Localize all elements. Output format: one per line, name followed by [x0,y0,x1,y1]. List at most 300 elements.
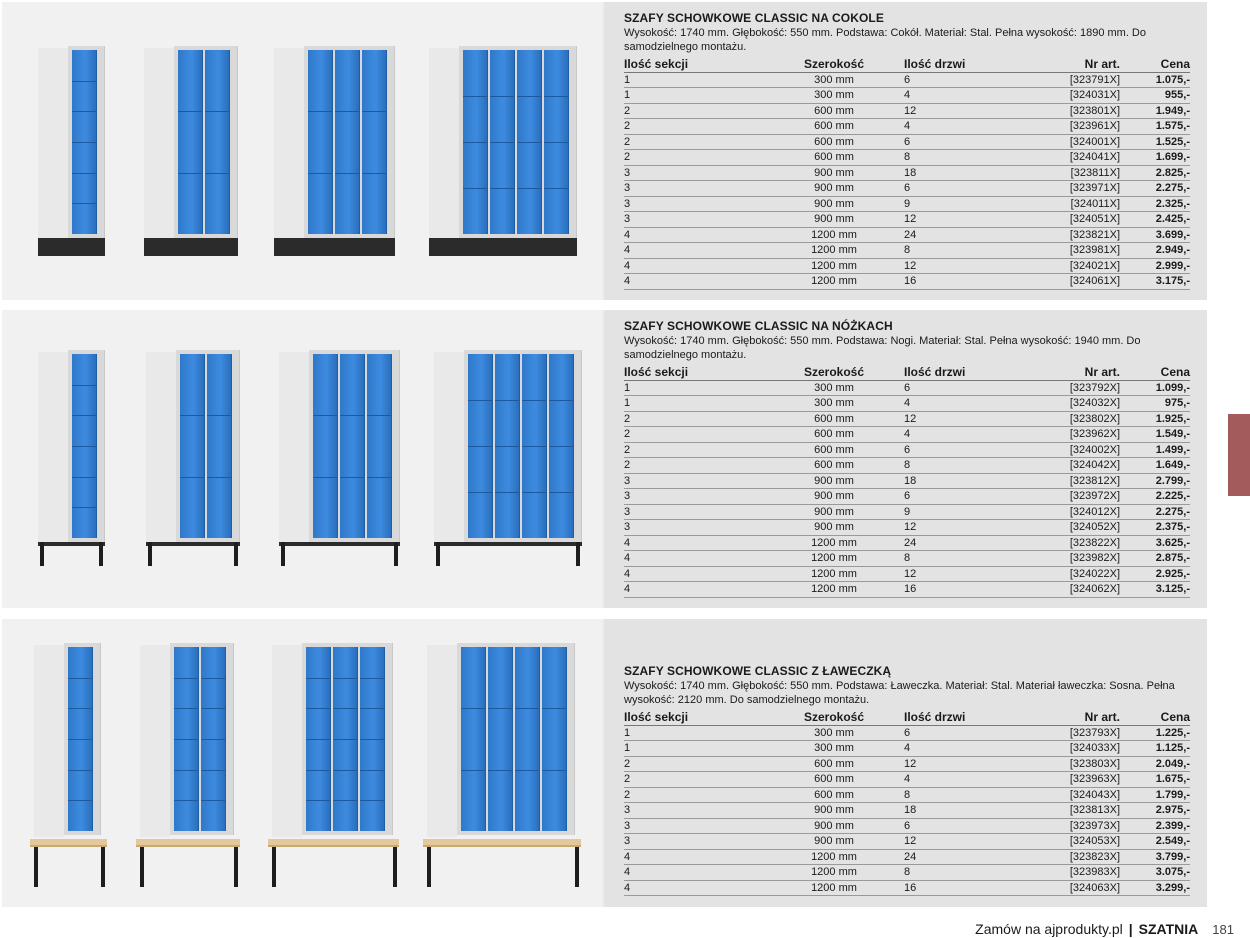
col-doors-cell: 16 [904,274,1034,290]
col-article-no-cell: [323822X] [1034,535,1120,551]
locker-bench-leg [575,847,579,887]
table-header-row [624,710,1190,725]
col-article-no-cell: [324051X] [1034,212,1120,228]
col-price-cell: 2.925,- [1120,566,1190,582]
locker-bench-leg [101,847,105,887]
locker-plinth [144,238,238,256]
col-article-no-header: Nr art. [1034,57,1120,72]
col-doors-cell: 8 [904,865,1034,881]
col-price-cell: 2.999,- [1120,258,1190,274]
table-row [624,489,1190,505]
col-price-cell: 2.275,- [1120,504,1190,520]
table-row [624,150,1190,166]
col-price-cell: 2.549,- [1120,834,1190,850]
locker-leg [576,542,580,566]
col-article-no-cell: [323983X] [1034,865,1120,881]
col-doors-cell: 6 [904,725,1034,741]
col-doors-header: Ilość drzwi [904,365,1034,380]
col-doors-cell: 8 [904,243,1034,259]
locker-leg [148,542,152,566]
order-link[interactable]: Zamów na ajprodukty.pl [975,921,1123,937]
col-sections-cell: 4 [624,535,764,551]
locker-door-column [360,647,385,831]
col-sections-cell: 1 [624,396,764,412]
table-row [624,865,1190,881]
col-price-header: Cena [1120,57,1190,72]
col-price-cell: 1.649,- [1120,458,1190,474]
locker-door-divider [313,415,337,416]
col-price-cell: 1.675,- [1120,772,1190,788]
locker-bench-leg [140,847,144,887]
table-row [624,243,1190,259]
locker-side-panel [427,645,457,837]
product-section-plinth [2,2,1207,300]
table-row [624,134,1190,150]
table-row [624,725,1190,741]
locker-door-column [461,647,486,831]
col-sections-cell: 2 [624,119,764,135]
locker-door-divider [201,770,225,771]
locker-side-panel [34,645,64,837]
col-price-cell: 1.125,- [1120,741,1190,757]
locker-door-divider [72,142,96,143]
locker-door-column [522,354,547,538]
col-width-cell: 600 mm [764,150,904,166]
locker-door-divider [201,739,225,740]
col-article-no-cell: [324032X] [1034,396,1120,412]
col-width-header: Szerokość [764,710,904,725]
locker-door-divider [72,446,96,447]
col-article-no-cell: [323971X] [1034,181,1120,197]
page-footer [975,921,1234,937]
col-article-no-header: Nr art. [1034,365,1120,380]
col-width-cell: 1200 mm [764,243,904,259]
section-description: Wysokość: 1740 mm. Głębokość: 550 mm. Podstawa: Cokół. Materiał: Stal. Pełna wysokość: 1890 mm. Do samodzielnego montażu. [624,27,1146,53]
locker-door-divider [340,477,364,478]
product-info-plinth [604,2,1207,300]
col-sections-cell: 3 [624,803,764,819]
locker-unit [427,643,575,905]
table-row [624,411,1190,427]
locker-door-divider [360,739,384,740]
col-width-cell: 600 mm [764,134,904,150]
locker-unit [38,46,105,308]
col-sections-cell: 2 [624,458,764,474]
locker-door-divider [360,770,384,771]
col-article-no-cell: [323803X] [1034,756,1120,772]
col-width-cell: 900 mm [764,473,904,489]
table-row [624,458,1190,474]
col-article-no-cell: [324041X] [1034,150,1120,166]
locker-unit [274,46,395,308]
table-row [624,849,1190,865]
col-sections-cell: 4 [624,865,764,881]
col-width-cell: 900 mm [764,834,904,850]
locker-unit [434,350,582,612]
locker-door-divider [201,800,225,801]
col-price-header: Cena [1120,365,1190,380]
col-price-cell: 2.225,- [1120,489,1190,505]
locker-leg [281,542,285,566]
col-article-no-cell: [324052X] [1034,520,1120,536]
locker-leg [234,542,238,566]
product-image-bench [2,619,602,907]
locker-unit [279,350,400,612]
col-doors-cell: 4 [904,119,1034,135]
locker-door-column [488,647,513,831]
locker-door-divider [362,173,386,174]
locker-door-divider [522,400,546,401]
locker-door-divider [205,173,229,174]
table-row [624,535,1190,551]
col-width-cell: 900 mm [764,504,904,520]
table-row [624,520,1190,536]
locker-door-divider [335,173,359,174]
table-row [624,834,1190,850]
table-row [624,396,1190,412]
locker-door-divider [542,708,566,709]
col-sections-cell: 1 [624,72,764,88]
col-price-cell: 2.799,- [1120,473,1190,489]
col-article-no-cell: [323982X] [1034,551,1120,567]
locker-door-divider [313,477,337,478]
col-article-no-cell: [323972X] [1034,489,1120,505]
locker-door-column [362,50,387,234]
locker-door-divider [180,415,204,416]
col-sections-header: Ilość sekcji [624,365,764,380]
locker-unit [429,46,577,308]
col-sections-cell: 2 [624,756,764,772]
col-doors-cell: 18 [904,803,1034,819]
locker-door-divider [174,708,198,709]
locker-door-divider [495,400,519,401]
col-doors-cell: 12 [904,258,1034,274]
locker-door-divider [549,446,573,447]
col-doors-cell: 12 [904,411,1034,427]
col-sections-cell: 3 [624,212,764,228]
product-image-legs [2,310,602,608]
locker-bench-leg [34,847,38,887]
locker-door-column [468,354,493,538]
col-article-no-cell: [323801X] [1034,103,1120,119]
col-sections-header: Ilość sekcji [624,57,764,72]
col-price-cell: 1.075,- [1120,72,1190,88]
locker-door-column [340,354,365,538]
table-row [624,227,1190,243]
col-price-cell: 975,- [1120,396,1190,412]
locker-bench-seat [136,839,240,847]
locker-unit [38,350,105,612]
col-article-no-cell: [323973X] [1034,818,1120,834]
col-article-no-cell: [323802X] [1034,411,1120,427]
product-section-legs [2,310,1207,608]
col-article-no-cell: [323793X] [1034,725,1120,741]
col-width-cell: 600 mm [764,772,904,788]
locker-door-column [549,354,574,538]
locker-door-divider [68,678,92,679]
col-article-no-cell: [323963X] [1034,772,1120,788]
col-article-no-cell: [324061X] [1034,274,1120,290]
locker-door-column [542,647,567,831]
locker-side-panel [274,48,304,240]
col-width-cell: 600 mm [764,756,904,772]
locker-side-panel [146,352,176,544]
col-doors-cell: 12 [904,212,1034,228]
table-row [624,72,1190,88]
locker-door-divider [72,507,96,508]
col-sections-cell: 3 [624,818,764,834]
col-sections-cell: 2 [624,772,764,788]
col-width-cell: 900 mm [764,165,904,181]
locker-door-divider [468,492,492,493]
locker-door-divider [495,446,519,447]
col-doors-cell: 12 [904,834,1034,850]
col-sections-cell: 2 [624,411,764,427]
locker-door-divider [549,400,573,401]
locker-door-divider [468,446,492,447]
locker-door-divider [333,708,357,709]
locker-door-divider [68,739,92,740]
locker-door-divider [72,173,96,174]
col-sections-cell: 1 [624,88,764,104]
locker-door-column [495,354,520,538]
footer-section-name: SZATNIA [1138,921,1199,937]
col-width-cell: 1200 mm [764,566,904,582]
locker-door-column [308,50,333,234]
col-article-no-cell: [324053X] [1034,834,1120,850]
col-width-cell: 1200 mm [764,880,904,896]
spec-table [624,57,1190,290]
col-price-cell: 1.799,- [1120,787,1190,803]
col-article-no-cell: [324002X] [1034,442,1120,458]
table-row [624,196,1190,212]
locker-door-column [178,50,203,234]
col-price-cell: 2.949,- [1120,243,1190,259]
locker-door-divider [72,477,96,478]
col-doors-cell: 4 [904,396,1034,412]
locker-door-divider [360,708,384,709]
col-sections-cell: 4 [624,566,764,582]
col-doors-cell: 9 [904,196,1034,212]
table-row [624,566,1190,582]
col-doors-cell: 6 [904,818,1034,834]
col-price-cell: 1.949,- [1120,103,1190,119]
locker-unit [144,46,238,308]
locker-door-divider [207,415,231,416]
locker-door-column [72,50,97,234]
locker-door-column [335,50,360,234]
col-price-cell: 2.049,- [1120,756,1190,772]
table-row [624,772,1190,788]
locker-door-divider [205,111,229,112]
locker-door-divider [360,800,384,801]
locker-door-column [517,50,542,234]
locker-door-divider [549,492,573,493]
col-doors-cell: 16 [904,880,1034,896]
locker-door-column [515,647,540,831]
table-row [624,582,1190,598]
col-doors-cell: 4 [904,427,1034,443]
col-width-cell: 1200 mm [764,582,904,598]
footer-separator: | [1128,921,1133,937]
col-doors-cell: 9 [904,504,1034,520]
col-article-no-cell: [323823X] [1034,849,1120,865]
col-sections-cell: 1 [624,380,764,396]
col-doors-cell: 6 [904,181,1034,197]
product-image-plinth [2,2,602,300]
col-price-cell: 2.425,- [1120,212,1190,228]
locker-door-column [313,354,338,538]
table-row [624,274,1190,290]
locker-door-divider [490,188,514,189]
col-article-no-cell: [323812X] [1034,473,1120,489]
locker-door-divider [360,678,384,679]
locker-leg-frame [38,542,105,546]
col-price-header: Cena [1120,710,1190,725]
locker-door-column [333,647,358,831]
col-width-cell: 600 mm [764,119,904,135]
col-width-cell: 600 mm [764,103,904,119]
table-row [624,504,1190,520]
locker-door-divider [463,142,487,143]
col-price-cell: 3.175,- [1120,274,1190,290]
col-price-cell: 2.325,- [1120,196,1190,212]
locker-door-column [180,354,205,538]
locker-leg-frame [434,542,582,546]
col-width-cell: 600 mm [764,458,904,474]
col-doors-cell: 24 [904,535,1034,551]
col-price-cell: 2.399,- [1120,818,1190,834]
locker-door-divider [333,739,357,740]
locker-door-divider [306,708,330,709]
col-width-cell: 1200 mm [764,535,904,551]
col-width-cell: 900 mm [764,520,904,536]
table-row [624,380,1190,396]
col-article-no-cell: [323813X] [1034,803,1120,819]
locker-door-column [490,50,515,234]
locker-door-divider [544,142,568,143]
locker-bench-seat [423,839,581,847]
locker-side-panel [434,352,464,544]
locker-door-divider [517,96,541,97]
col-price-cell: 1.575,- [1120,119,1190,135]
locker-door-column [306,647,331,831]
locker-unit [140,643,234,905]
col-sections-cell: 4 [624,243,764,259]
col-doors-cell: 18 [904,165,1034,181]
locker-door-divider [72,385,96,386]
locker-door-divider [367,415,391,416]
col-sections-cell: 4 [624,258,764,274]
col-price-cell: 1.525,- [1120,134,1190,150]
section-description: Wysokość: 1740 mm. Głębokość: 550 mm. Podstawa: Ławeczka. Materiał: Stal. Materiał ławeczka: Sosna. Pełna wysokość: 2120 mm. Do samodzielnego montażu. [624,680,1175,706]
col-width-cell: 900 mm [764,818,904,834]
locker-side-panel [38,48,68,240]
col-article-no-cell: [324012X] [1034,504,1120,520]
locker-door-divider [544,188,568,189]
col-doors-header: Ilość drzwi [904,57,1034,72]
locker-door-column [544,50,569,234]
locker-door-divider [308,111,332,112]
col-doors-cell: 8 [904,150,1034,166]
col-sections-cell: 2 [624,103,764,119]
locker-side-panel [272,645,302,837]
locker-door-divider [72,81,96,82]
col-doors-cell: 6 [904,134,1034,150]
col-width-cell: 1200 mm [764,274,904,290]
locker-door-divider [461,708,485,709]
col-width-cell: 600 mm [764,427,904,443]
col-article-no-cell: [324062X] [1034,582,1120,598]
col-sections-cell: 3 [624,834,764,850]
col-width-cell: 900 mm [764,181,904,197]
locker-leg [436,542,440,566]
col-price-cell: 2.275,- [1120,181,1190,197]
col-width-header: Szerokość [764,365,904,380]
locker-door-divider [515,770,539,771]
col-article-no-cell: [324063X] [1034,880,1120,896]
col-width-cell: 900 mm [764,489,904,505]
col-doors-cell: 12 [904,566,1034,582]
col-width-cell: 300 mm [764,725,904,741]
col-doors-cell: 4 [904,88,1034,104]
col-sections-cell: 1 [624,741,764,757]
col-width-cell: 1200 mm [764,865,904,881]
locker-door-divider [463,96,487,97]
col-width-cell: 900 mm [764,196,904,212]
locker-door-divider [178,111,202,112]
locker-door-divider [201,708,225,709]
locker-door-divider [72,415,96,416]
col-price-cell: 2.375,- [1120,520,1190,536]
locker-bench-seat [30,839,107,847]
col-article-no-cell: [323981X] [1034,243,1120,259]
col-doors-cell: 4 [904,741,1034,757]
col-width-cell: 300 mm [764,741,904,757]
table-row [624,88,1190,104]
col-sections-cell: 4 [624,582,764,598]
col-width-cell: 1200 mm [764,849,904,865]
col-doors-cell: 6 [904,72,1034,88]
col-price-cell: 3.125,- [1120,582,1190,598]
col-doors-cell: 18 [904,473,1034,489]
col-sections-cell: 2 [624,787,764,803]
col-article-no-cell: [323791X] [1034,72,1120,88]
locker-door-divider [201,678,225,679]
col-sections-cell: 3 [624,181,764,197]
locker-door-divider [306,800,330,801]
col-sections-cell: 2 [624,442,764,458]
locker-door-divider [333,678,357,679]
locker-plinth [38,238,105,256]
locker-unit [146,350,240,612]
col-doors-header: Ilość drzwi [904,710,1034,725]
col-price-cell: 3.075,- [1120,865,1190,881]
col-sections-cell: 2 [624,134,764,150]
col-sections-cell: 2 [624,427,764,443]
table-row [624,119,1190,135]
locker-door-divider [522,446,546,447]
locker-door-divider [463,188,487,189]
table-row [624,756,1190,772]
section-title: SZAFY SCHOWKOWE CLASSIC NA COKOLE [624,11,884,25]
locker-door-divider [488,708,512,709]
product-section-bench [2,619,1207,907]
locker-plinth [429,238,577,256]
section-title: SZAFY SCHOWKOWE CLASSIC NA NÓŻKACH [624,319,893,333]
locker-door-column [68,647,93,831]
locker-door-divider [308,173,332,174]
